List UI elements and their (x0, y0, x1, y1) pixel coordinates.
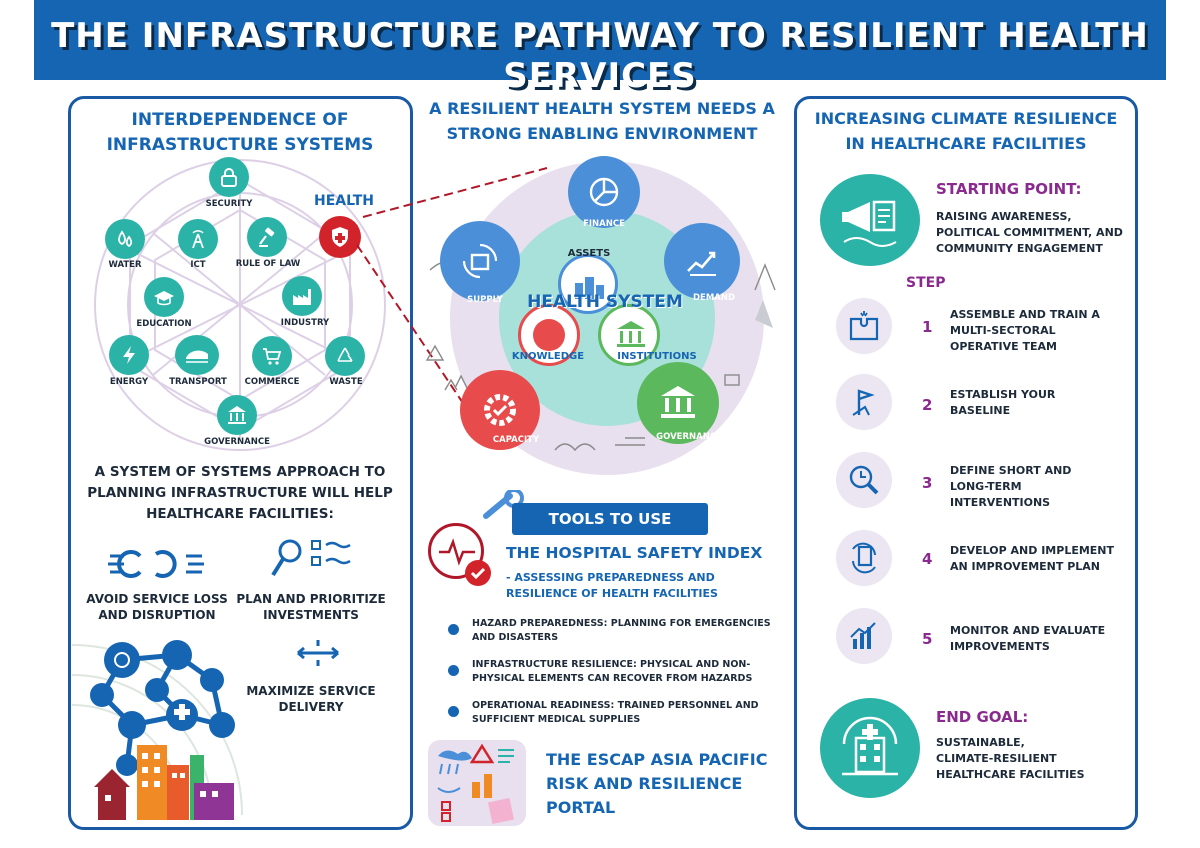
commerce-node (252, 336, 292, 376)
knowledge-label: KNOWLEDGE (511, 351, 585, 362)
step5-icon-circle (836, 608, 892, 664)
end-goal-circle (820, 698, 920, 798)
institution-building-icon (615, 319, 647, 349)
connected-city-illustration (72, 585, 402, 825)
rule-of-law-label: RULE OF LAW (235, 259, 301, 269)
bullet1-line1: HAZARD PREPAREDNESS: PLANNING FOR EMERGENCIES (472, 618, 771, 629)
shopping-cart-icon (261, 345, 283, 367)
finance-label: FINANCE (583, 219, 625, 229)
security-label: SECURITY (205, 199, 253, 209)
supply-node (440, 221, 520, 301)
supply-box-icon (458, 239, 502, 283)
industry-node (282, 276, 322, 316)
step4-line2: AN IMPROVEMENT PLAN (950, 560, 1100, 573)
step1-text (950, 307, 1100, 355)
left-title-line1: INTERDEPENDENCE OF (131, 110, 349, 130)
bar-chart-icon (847, 619, 881, 653)
start-line2: POLITICAL COMMITMENT, AND (936, 226, 1123, 239)
tools-to-use-header: TOOLS TO USE (512, 503, 708, 535)
portal-title (546, 748, 767, 820)
factory-icon (291, 285, 313, 307)
water-drop-icon (114, 228, 136, 250)
magnifier-checklist-icon (268, 535, 368, 583)
courthouse-icon (655, 380, 701, 426)
finance-node (568, 156, 640, 228)
risk-dashboard-icon (428, 740, 526, 826)
gear-check-icon (478, 388, 522, 432)
benefit2-line2: INVESTMENTS (263, 608, 359, 622)
pie-chart-icon (584, 172, 624, 212)
step1-line1: ASSEMBLE AND TRAIN A (950, 308, 1100, 321)
step4-text (950, 543, 1114, 575)
health-label: HEALTH (314, 193, 374, 209)
right-title-line2: IN HEALTHCARE FACILITIES (845, 134, 1087, 153)
brain-icon (533, 319, 565, 351)
bullet-dot-1 (448, 624, 459, 635)
step2-line1: ESTABLISH YOUR (950, 388, 1056, 401)
bullet3-line2: SUFFICIENT MEDICAL SUPPLIES (472, 714, 641, 725)
governance-label: GOVERNANCE (204, 437, 270, 447)
growth-chart-icon (682, 241, 722, 281)
benefit3-line1: MAXIMIZE SERVICE (246, 684, 376, 698)
step3-line1: DEFINE SHORT AND (950, 464, 1072, 477)
step4-line1: DEVELOP AND IMPLEMENT (950, 544, 1115, 557)
bullet-dot-3 (448, 706, 459, 717)
medical-shield-icon (328, 225, 352, 249)
hsi-subtitle (506, 570, 718, 602)
institutions-label: INSTITUTIONS (617, 351, 697, 362)
megaphone-icon (840, 188, 902, 250)
end-line3: HEALTHCARE FACILITIES (936, 768, 1085, 781)
end-goal-heading: END GOAL: (936, 708, 1029, 726)
benefit2-line1: PLAN AND PRIORITIZE (236, 592, 386, 606)
step1-icon-circle (836, 298, 892, 354)
starting-point-circle (820, 174, 920, 266)
water-label: WATER (108, 260, 142, 270)
capacity-label: CAPACITY (492, 435, 540, 445)
transport-node (175, 335, 219, 375)
hospital-building-icon (838, 714, 902, 780)
train-icon (184, 345, 210, 365)
hsi-title: THE HOSPITAL SAFETY INDEX (506, 544, 763, 562)
commerce-label: COMMERCE (244, 377, 300, 387)
team-puzzle-icon (847, 309, 881, 343)
lightning-bolt-icon (118, 344, 140, 366)
ict-label: ICT (190, 260, 206, 270)
step3-number: 3 (922, 474, 933, 492)
step3-icon-circle (836, 452, 892, 508)
starting-point-text (936, 209, 1123, 257)
start-line3: COMMUNITY ENGAGEMENT (936, 242, 1103, 255)
flag-climb-icon (847, 385, 881, 419)
energy-label: ENERGY (109, 377, 149, 387)
center-title (418, 96, 786, 146)
center-title-line1: A RESILIENT HEALTH SYSTEM NEEDS A (429, 99, 775, 118)
security-node (209, 157, 249, 197)
health-system-label: HEALTH SYSTEM (527, 292, 683, 312)
step5-line2: IMPROVEMENTS (950, 640, 1050, 653)
check-badge-icon (465, 560, 491, 586)
approach-line3: HEALTHCARE FACILITIES: (146, 506, 334, 522)
bullet2-line2: PHYSICAL ELEMENTS CAN RECOVER FROM HAZARDS (472, 673, 753, 684)
step5-number: 5 (922, 630, 933, 648)
starting-point-heading: STARTING POINT: (936, 180, 1082, 198)
demand-label: DEMAND (692, 293, 736, 303)
assets-label: ASSETS (567, 248, 611, 259)
benefit1-line2: AND DISRUPTION (98, 608, 216, 622)
step4-icon-circle (836, 530, 892, 586)
government-building-icon (226, 404, 248, 426)
governance-center-label: GOVERNANCE (656, 432, 722, 442)
ict-node (178, 219, 218, 259)
bullet2-line1: INFRASTRUCTURE RESILIENCE: PHYSICAL AND NON- (472, 659, 751, 670)
step1-line2: MULTI-SECTORAL (950, 324, 1056, 337)
step2-icon-circle (836, 374, 892, 430)
antenna-icon (187, 228, 209, 250)
approach-line1: A SYSTEM OF SYSTEMS APPROACH TO (94, 464, 386, 480)
water-node (105, 219, 145, 259)
approach-line2: PLANNING INFRASTRUCTURE WILL HELP (87, 485, 393, 501)
hospital-safety-badge (428, 523, 484, 579)
end-line1: SUSTAINABLE, (936, 736, 1025, 749)
rule-of-law-node (247, 217, 287, 257)
step2-line2: BASELINE (950, 404, 1011, 417)
document-cycle-icon (847, 541, 881, 575)
step4-number: 4 (922, 550, 933, 568)
system-of-systems-caption (80, 462, 400, 525)
step3-text (950, 463, 1071, 511)
bullet1-line2: AND DISASTERS (472, 632, 559, 643)
step5-text (950, 623, 1105, 655)
right-panel-title (806, 106, 1126, 156)
step5-line1: MONITOR AND EVALUATE (950, 624, 1106, 637)
start-line1: RAISING AWARENESS, (936, 210, 1072, 223)
gavel-icon (256, 226, 278, 248)
bullet3-line1: OPERATIONAL READINESS: TRAINED PERSONNEL AND (472, 700, 759, 711)
end-line2: CLIMATE-RESILIENT (936, 752, 1057, 765)
hsi-sub-line1: - ASSESSING PREPAREDNESS AND (506, 571, 715, 584)
step1-line3: OPERATIVE TEAM (950, 340, 1057, 353)
industry-label: INDUSTRY (280, 318, 330, 328)
portal-illustration (428, 740, 526, 826)
benefit3-line2: DELIVERY (278, 700, 344, 714)
center-title-line2: STRONG ENABLING ENVIRONMENT (446, 124, 758, 143)
education-label: EDUCATION (136, 319, 192, 329)
education-node (144, 277, 184, 317)
bullet-hazard (472, 617, 771, 645)
step3-line3: INTERVENTIONS (950, 496, 1051, 509)
benefit1-line1: AVOID SERVICE LOSS (86, 592, 228, 606)
step3-line2: LONG-TERM (950, 480, 1022, 493)
governance-node (217, 395, 257, 435)
waste-label: WASTE (329, 377, 363, 387)
graduation-cap-icon (153, 286, 175, 308)
right-title-line1: INCREASING CLIMATE RESILIENCE (814, 109, 1118, 128)
page-title: THE INFRASTRUCTURE PATHWAY TO RESILIENT HEALTH SERVICES (51, 16, 1149, 96)
padlock-icon (218, 166, 240, 188)
energy-node (109, 335, 149, 375)
disruption-icon (100, 544, 212, 582)
portal-line3: PORTAL (546, 798, 616, 817)
bullet-dot-2 (448, 665, 459, 676)
demand-node (664, 223, 740, 299)
end-goal-text (936, 735, 1085, 783)
clock-magnifier-icon (847, 463, 881, 497)
transport-label: TRANSPORT (169, 377, 227, 387)
portal-line2: RISK AND RESILIENCE (546, 774, 743, 793)
hsi-sub-line2: RESILIENCE OF HEALTH FACILITIES (506, 587, 718, 600)
step2-text (950, 387, 1055, 419)
step2-number: 2 (922, 396, 933, 414)
supply-label: SUPPLY (467, 295, 503, 305)
recycle-icon (334, 345, 356, 367)
left-title-line2: INFRASTRUCTURE SYSTEMS (106, 135, 374, 155)
step1-number: 1 (922, 318, 933, 336)
header-banner (34, 0, 1166, 96)
step-heading: STEP (906, 275, 946, 291)
bullet-operational (472, 699, 759, 727)
portal-line1: THE ESCAP ASIA PACIFIC (546, 750, 768, 769)
bullet-infrastructure (472, 658, 752, 686)
